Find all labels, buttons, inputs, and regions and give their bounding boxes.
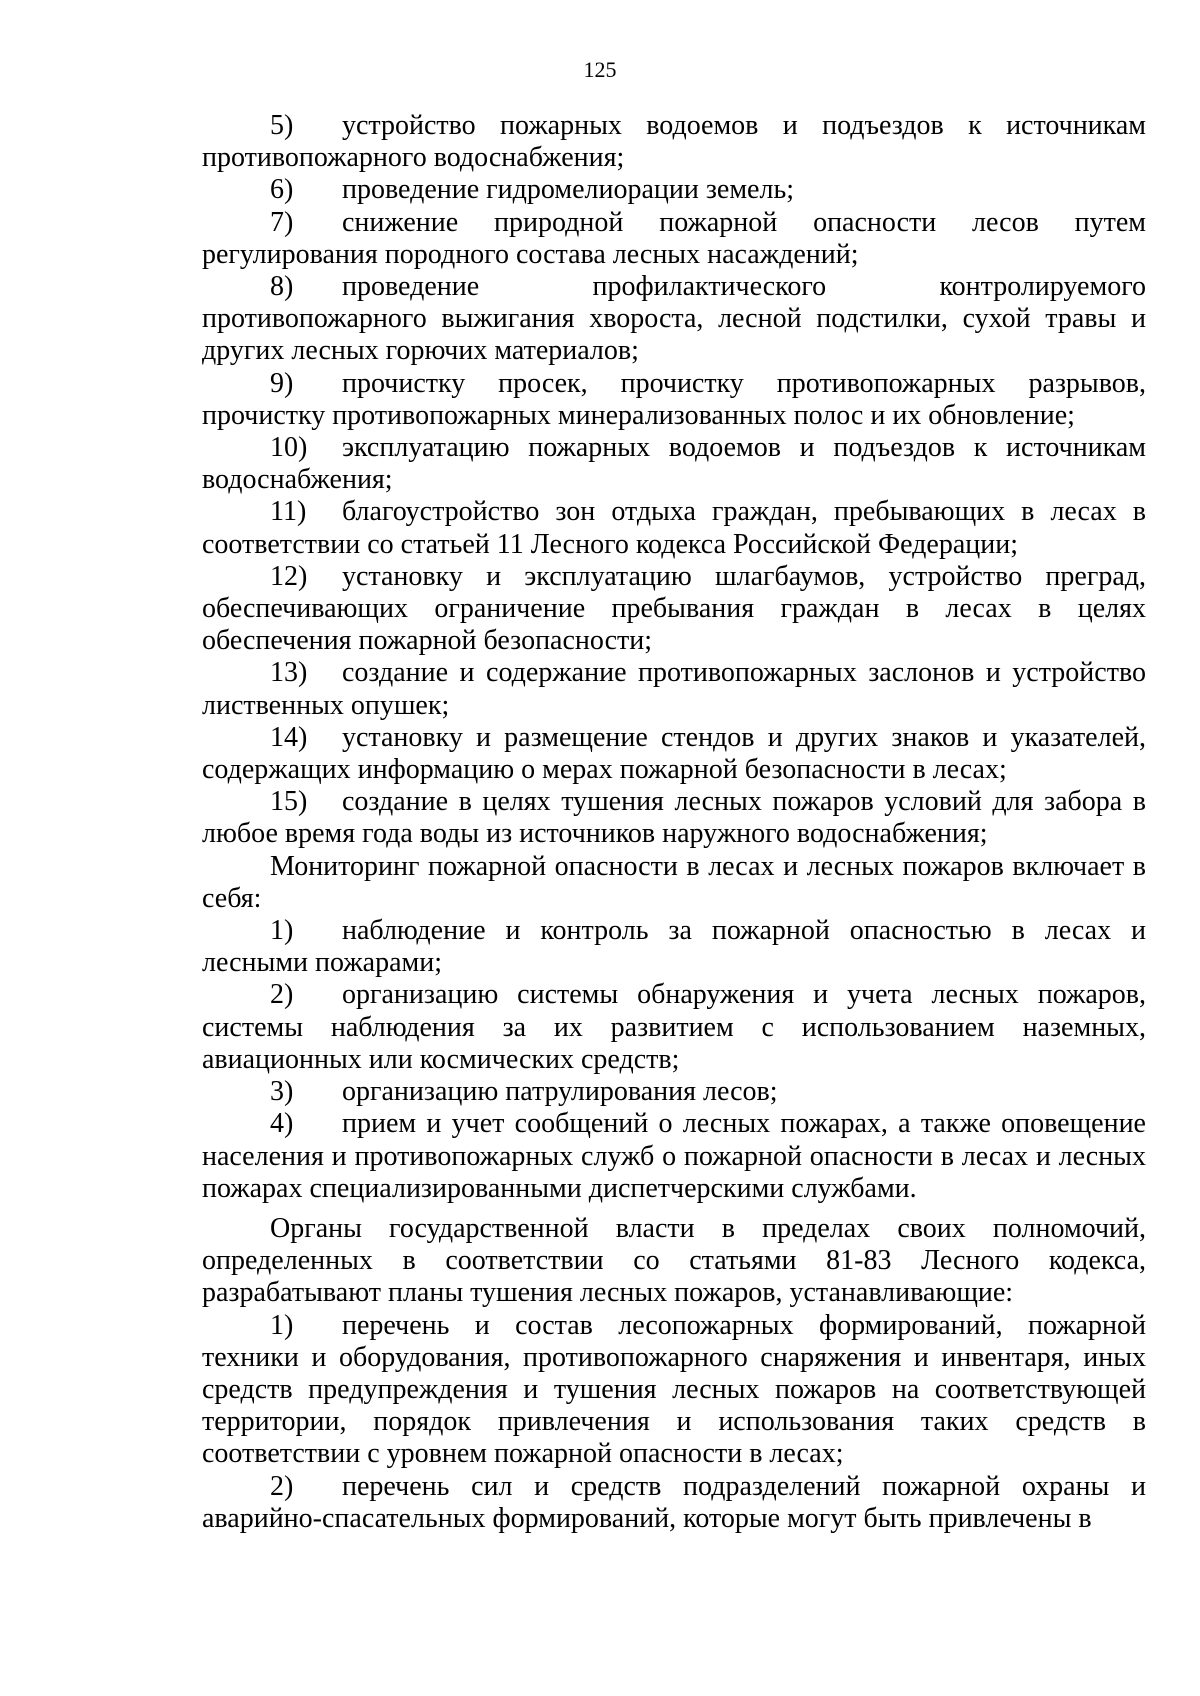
item-number: 12)	[270, 560, 308, 592]
paragraph-monitoring: Мониторинг пожарной опасности в лесах и лесных пожаров включает в себя:	[202, 850, 1146, 914]
item-text: создание и содержание противопожарных заслонов и устройство лиственных опушек;	[202, 657, 1146, 721]
list-item	[202, 174, 1146, 206]
item-number: 9)	[270, 367, 294, 399]
item-text: создание в целях тушения лесных пожаров условий для забора в любое время года воды из источников наружного водоснабжения;	[202, 786, 1146, 850]
item-text: проведение гидромелиорации земель;	[342, 174, 794, 206]
list-item	[202, 1076, 1146, 1108]
document-body	[202, 110, 1146, 1535]
list-item	[202, 561, 1146, 658]
item-text: эксплуатацию пожарных водоемов и подъездов к источникам водоснабжения;	[202, 432, 1146, 496]
list-item	[202, 1471, 1146, 1535]
item-text: устройство пожарных водоемов и подъездов к источникам противопожарного водоснабжения;	[202, 110, 1146, 174]
list-item	[202, 1310, 1146, 1471]
item-number: 1)	[270, 915, 294, 947]
list-item	[202, 722, 1146, 786]
item-number: 14)	[270, 721, 308, 753]
item-text: прием и учет сообщений о лесных пожарах, а также оповещение населения и противопожарных служб о пожарной опасности в лесах и лесных пожарах специализированными диспетчерскими службами.	[202, 1108, 1146, 1204]
item-number: 2)	[270, 1470, 294, 1502]
item-number: 4)	[270, 1108, 294, 1140]
item-number: 11)	[270, 496, 307, 528]
item-number: 3)	[270, 1076, 294, 1108]
item-text: наблюдение и контроль за пожарной опасностью в лесах и лесными пожарами;	[202, 915, 1146, 979]
list-item	[202, 110, 1146, 174]
item-number: 10)	[270, 432, 308, 464]
item-text: проведение профилактического контролируемого противопожарного выжигания хвороста, лесной подстилки, сухой травы и других лесных горючих материалов;	[202, 271, 1146, 367]
item-number: 8)	[270, 271, 294, 303]
page-number: 125	[583, 57, 617, 82]
list-item	[202, 1108, 1146, 1205]
item-number: 5)	[270, 110, 294, 141]
item-text: организацию патрулирования лесов;	[342, 1076, 778, 1108]
item-number: 7)	[270, 206, 294, 238]
list-item	[202, 979, 1146, 1076]
item-text: прочистку просек, прочистку противопожарных разрывов, прочистку противопожарных минерализованных полос и их обновление;	[202, 367, 1146, 431]
list-item	[202, 368, 1146, 432]
item-text: снижение природной пожарной опасности лесов путем регулирования породного состава лесных насаждений;	[202, 206, 1146, 270]
list-item	[202, 496, 1146, 560]
item-number: 15)	[270, 786, 308, 818]
item-number: 1)	[270, 1309, 294, 1341]
paragraph-authorities: Органы государственной власти в пределах своих полномочий, определенных в соответствии со статьями 81-83 Лесного кодекса, разрабатывают планы тушения лесных пожаров, устанавливающие:	[202, 1212, 1146, 1309]
item-text: установку и эксплуатацию шлагбаумов, устройство преград, обеспечивающих ограничение пребывания граждан в лесах в целях обеспечения пожарной безопасности;	[202, 560, 1146, 657]
item-number: 2)	[270, 979, 294, 1011]
item-text: установку и размещение стендов и других знаков и указателей, содержащих информацию о мерах пожарной безопасности в лесах;	[202, 721, 1146, 786]
list-item	[202, 432, 1146, 496]
item-number: 13)	[270, 657, 308, 689]
list-item	[202, 271, 1146, 368]
item-text: организацию системы обнаружения и учета лесных пожаров, системы наблюдения за их развитием с использованием наземных, авиационных или космических средств;	[202, 979, 1146, 1075]
list-item	[202, 657, 1146, 721]
list-item	[202, 207, 1146, 271]
item-text: перечень сил и средств подразделений пожарной охраны и аварийно-спасательных формирований, которые могут быть привлечены в	[202, 1470, 1146, 1534]
list-item	[202, 786, 1146, 850]
item-text: благоустройство зон отдыха граждан, пребывающих в лесах в соответствии со статьей 11 Лесного кодекса Российской Федерации;	[202, 496, 1146, 560]
item-number: 6)	[270, 174, 294, 206]
list-item	[202, 915, 1146, 979]
item-text: перечень и состав лесопожарных формирований, пожарной техники и оборудования, противопожарного снаряжения и инвентаря, иных средств предупреждения и тушения лесных пожаров на соответствующей территории, порядок привлечения и использования таких средств в соответствии с уровнем пожарной опасности в лесах;	[202, 1309, 1146, 1470]
